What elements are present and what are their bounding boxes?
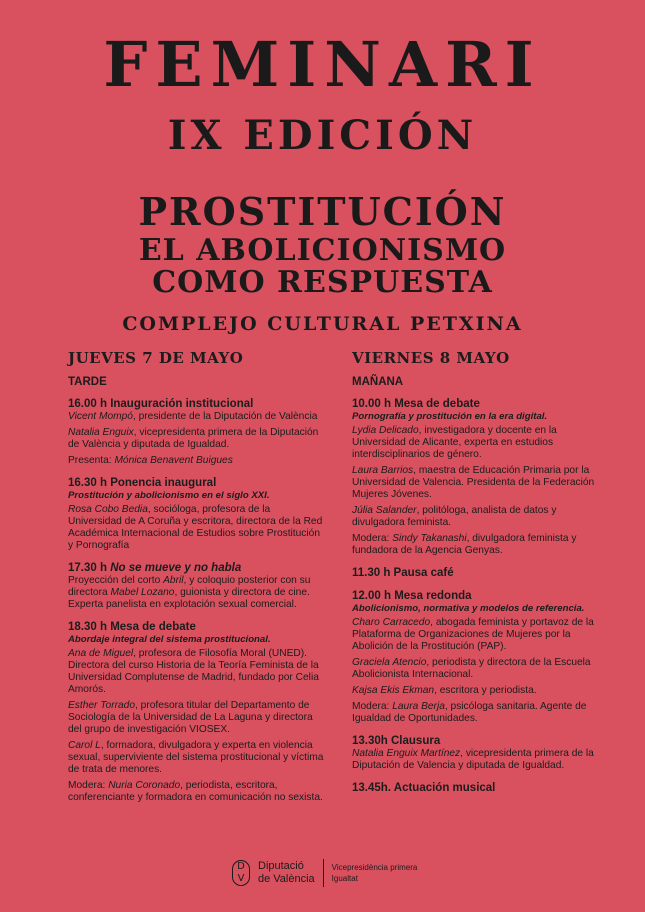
session-heading: 18.30 h Mesa de debate	[68, 621, 196, 633]
logo-letter: D	[237, 861, 245, 872]
session-heading: 16.30 h Ponencia inaugural	[68, 477, 217, 489]
theme-line-1: PROSTITUCIÓN	[138, 189, 507, 234]
session-title: No se mueve y no habla	[110, 562, 242, 574]
session-heading: 10.00 h Mesa de debate	[352, 398, 480, 410]
session-subtitle: Pornografía y prostitución en la era digital.	[352, 411, 548, 422]
speaker-name: Kajsa Ekis Ekman	[352, 685, 435, 696]
session-pausa	[352, 566, 610, 580]
speaker-entry	[68, 504, 326, 552]
session-subtitle: Abolicionismo, normativa y modelos de referencia.	[352, 603, 585, 614]
speaker-desc: , periodista, escritora, conferenciante y formadora en comunicación no sexista.	[68, 780, 323, 803]
speaker-entry	[352, 505, 610, 529]
dept-line: Igualtat	[331, 874, 358, 883]
footer-divider	[323, 859, 324, 887]
speaker-desc: , maestra de Educación Primaria por la Universidad de Valencia. Presidenta de la Federación Mujeres Jóvenes.	[352, 465, 595, 500]
session-heading: 16.00 h Inauguración institucional	[68, 398, 254, 410]
session-time: 17.30 h	[68, 562, 111, 574]
session-mesa-debate	[352, 397, 610, 557]
venue-label: COMPLEJO CULTURAL PETXINA	[122, 313, 523, 335]
speaker-entry	[68, 648, 326, 696]
session-heading: 13.30h Clausura	[352, 735, 441, 747]
session-actuacion	[352, 781, 610, 795]
speaker-desc: , profesora titular del Departamento de Sociología de la Universidad de La Laguna y directora del grupo de investigación VIOSEX.	[68, 700, 313, 735]
speaker-name: Natalia Enguix	[68, 427, 134, 438]
speaker-desc: , presidente de la Diputación de València	[132, 411, 318, 422]
org-line: Diputació	[258, 860, 304, 872]
speaker-name: Graciela Atencio	[352, 657, 427, 668]
session-heading	[68, 561, 326, 575]
dept-name	[332, 862, 418, 884]
presenter-entry	[68, 455, 326, 467]
speaker-name: Laura Barrios	[352, 465, 414, 476]
desc-text: , y coloquio posterior con su directora	[68, 575, 311, 598]
edition-label: IX EDICIÓN	[167, 112, 478, 159]
thursday-column	[68, 349, 326, 813]
session-subtitle: Prostitución y abolicionismo en el siglo XXI.	[68, 490, 270, 501]
speaker-entry	[68, 411, 326, 423]
speaker-desc: , psicóloga sanitaria. Agente de Igualdad de Oportunidades.	[352, 701, 587, 724]
speaker-name: Charo Carracedo	[352, 617, 431, 628]
logo-letter: V	[237, 873, 245, 884]
moderator-prefix: Modera:	[352, 701, 393, 712]
speaker-desc: , vicepresidenta primera de la Diputación de Valencia y diputada de Igualdad.	[352, 748, 594, 771]
day-heading: JUEVES 7 DE MAYO	[68, 349, 244, 367]
speaker-name: Nuria Coronado	[108, 780, 181, 791]
session-subtitle: Abordaje integral del sistema prostitucional.	[68, 634, 271, 645]
speaker-name: Júlia Salander	[352, 505, 417, 516]
org-name	[258, 860, 315, 886]
speaker-entry	[352, 748, 610, 772]
moderator-entry	[352, 533, 610, 557]
speaker-entry	[352, 465, 610, 501]
speaker-name: Vicent Mompó	[68, 411, 133, 422]
session-heading: 13.45h. Actuación musical	[352, 782, 496, 794]
speaker-entry	[352, 617, 610, 653]
moderator-prefix: Modera:	[352, 533, 393, 544]
desc-text: Proyección del corto	[68, 575, 164, 586]
speaker-entry	[68, 427, 326, 451]
speaker-name: Lydia Delicado	[352, 425, 419, 436]
speaker-desc: , formadora, divulgadora y experta en violencia sexual, superviviente del sistema prostitucional y víctima de trata de menores.	[68, 740, 324, 775]
speaker-name: Natalia Enguix Martínez	[352, 748, 461, 759]
dept-line: Vicepresidència primera	[331, 863, 418, 872]
speaker-entry	[352, 425, 610, 461]
speaker-desc: , escritora y periodista.	[434, 685, 537, 696]
event-title: FEMINARI	[103, 28, 542, 101]
session-inauguracion	[68, 397, 326, 467]
speaker-name: Esther Torrado	[68, 700, 136, 711]
speaker-entry	[68, 740, 326, 776]
moderator-entry	[352, 701, 610, 725]
org-line: de València	[258, 873, 315, 885]
speaker-name: Sindy Takanashi	[392, 533, 467, 544]
period-label: MAÑANA	[352, 376, 404, 388]
session-desc	[68, 575, 326, 611]
speaker-name: Mabel Lozano	[110, 587, 175, 598]
session-proyeccion	[68, 561, 326, 611]
speaker-entry	[352, 657, 610, 681]
speaker-desc: , investigadora y docente en la Universidad de Alicante, experta en estudios interdisciplinarios de género.	[352, 425, 557, 460]
session-mesa-debate	[68, 620, 326, 804]
presenter-prefix: Presenta:	[68, 455, 115, 466]
theme-line-3: COMO RESPUESTA	[152, 265, 493, 300]
speaker-desc: , socióloga, profesora de la Universidad de A Coruña y escritora, directora de la Red Académica Internacional de Estudios sobre Prostitución y Pornografía	[68, 504, 323, 551]
speaker-entry	[68, 700, 326, 736]
friday-column	[352, 349, 610, 804]
speaker-entry	[352, 685, 610, 697]
session-ponencia	[68, 476, 326, 552]
speaker-desc: , divulgadora feminista y fundadora de la Agencia Genyas.	[352, 533, 577, 556]
session-heading: 11.30 h Pausa café	[352, 567, 454, 579]
footer-logos	[232, 858, 417, 888]
film-title: Abril	[163, 575, 184, 586]
session-heading: 12.00 h Mesa redonda	[352, 590, 472, 602]
speaker-name: Rosa Cobo Bedia	[68, 504, 148, 515]
diputacio-logo-icon	[232, 860, 250, 886]
desc-text: , guionista y directora de cine. Experta panelista en explotación sexual comercial.	[68, 587, 310, 610]
speaker-name: Laura Berja	[392, 701, 445, 712]
period-label: TARDE	[68, 376, 107, 388]
day-heading: VIERNES 8 MAYO	[352, 349, 510, 367]
speaker-name: Carol L	[68, 740, 101, 751]
speaker-name: Ana de Miguel	[68, 648, 134, 659]
session-mesa-redonda	[352, 589, 610, 725]
speaker-desc: , periodista y directora de la Escuela Abolicionista Internacional.	[352, 657, 591, 680]
speaker-name: Mónica Benavent Buigues	[114, 455, 233, 466]
moderator-prefix: Modera:	[68, 780, 109, 791]
speaker-desc: , profesora de Filosofía Moral (UNED). Directora del curso Historia de la Teoría Feminista de la Universidad Complutense de Madrid, fundado por Celia Amorós.	[68, 648, 319, 695]
speaker-desc: , politóloga, analista de datos y divulgadora feminista.	[352, 505, 557, 528]
theme-line-2: EL ABOLICIONISMO	[138, 233, 507, 268]
speaker-desc: , vicepresidenta primera de la Diputación de València y diputada de Igualdad.	[68, 427, 319, 450]
moderator-entry	[68, 780, 326, 804]
speaker-desc: , abogada feminista y portavoz de la Plataforma de Organizaciones de Mujeres por la Abolición de la Prostitución (PAP).	[352, 617, 594, 652]
session-clausura	[352, 734, 610, 772]
